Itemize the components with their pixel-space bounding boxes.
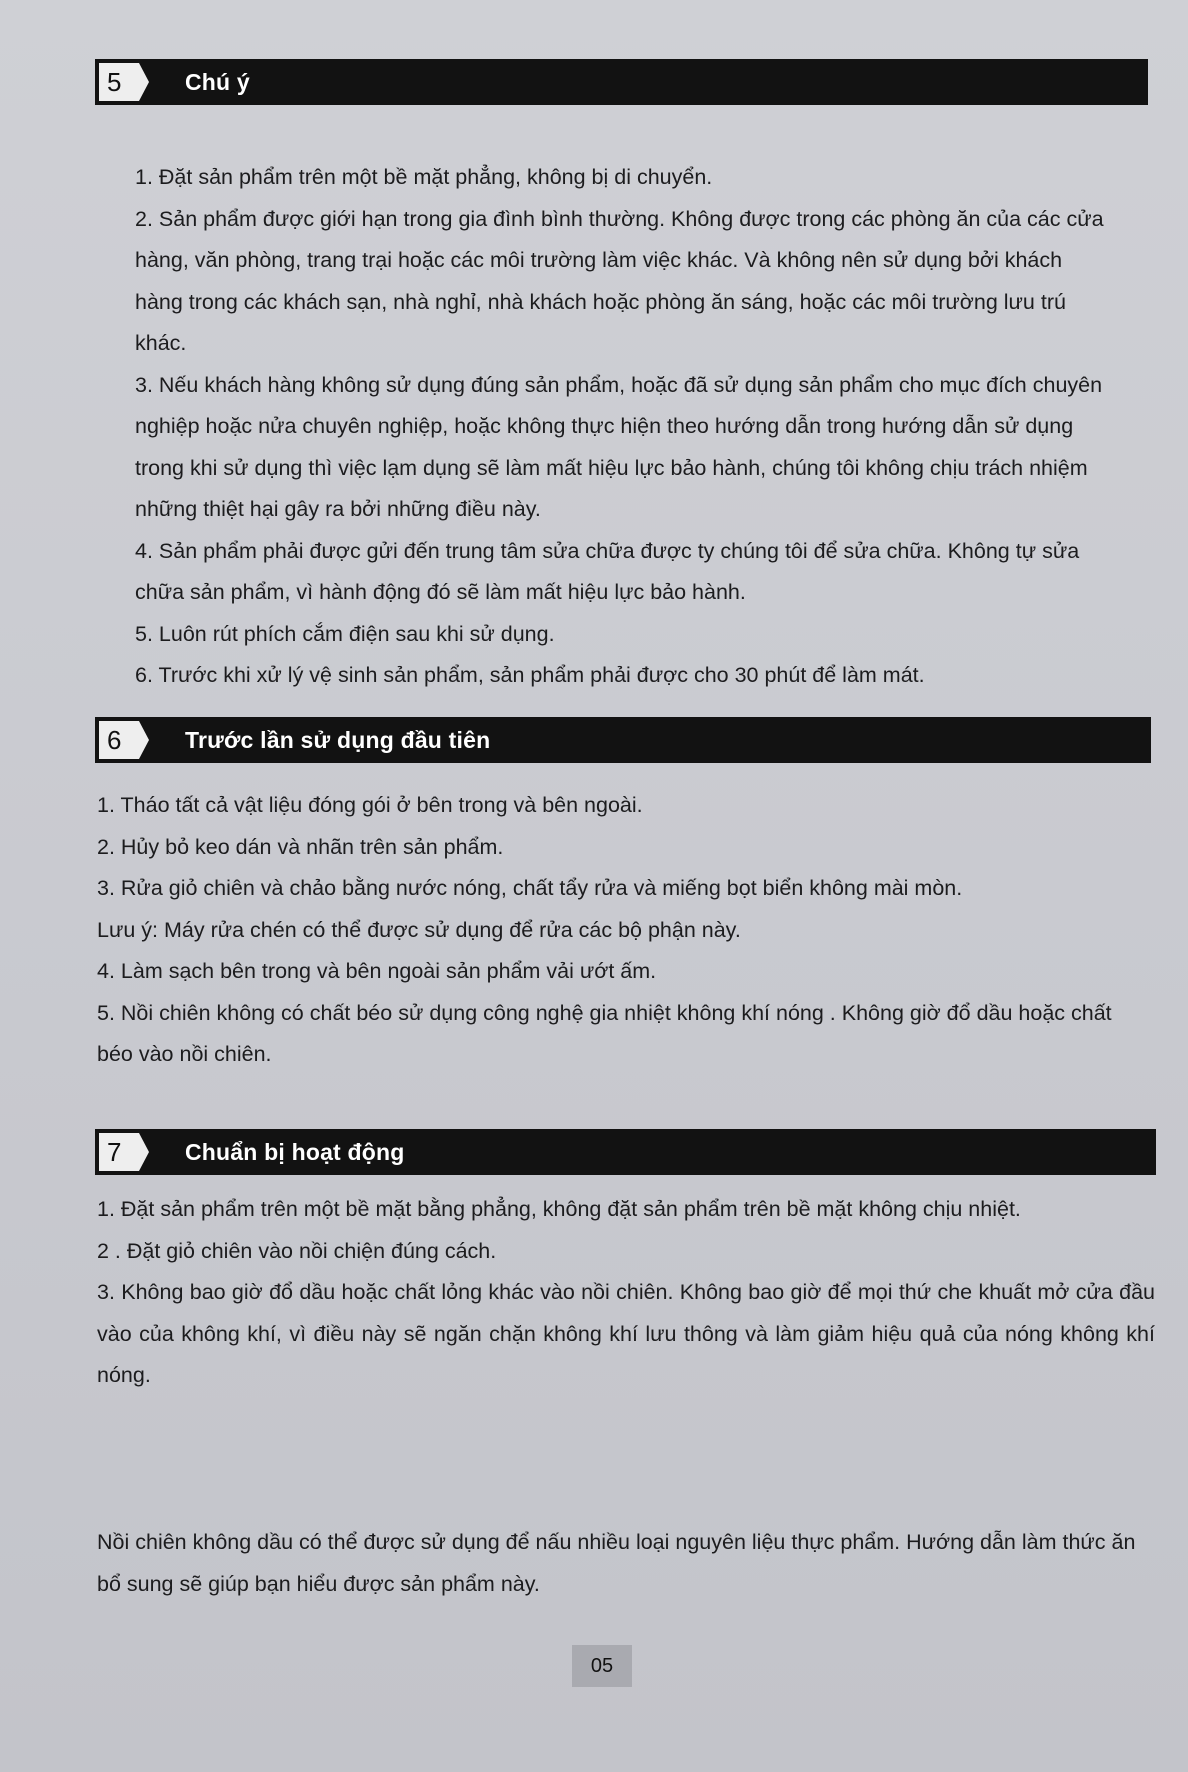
section-5-body <box>135 157 1110 697</box>
list-item: 1. Đặt sản phẩm trên một bề mặt bằng phẳng, không đặt sản phẩm trên bề mặt không chịu nhiệt. <box>97 1197 1021 1221</box>
list-item: 4. Làm sạch bên trong và bên ngoài sản phẩm vải ướt ấm. <box>97 959 657 983</box>
list-item: 3. Nếu khách hàng không sử dụng đúng sản phẩm, hoặc đã sử dụng sản phẩm cho mục đích chuyên nghiệp hoặc nửa chuyên nghiệp, hoặc không thực hiện theo hướng dẫn trong hướng dẫn sử dụng trong khi sử dụng thì việc lạm dụng sẽ làm mất hiệu lực bảo hành, chúng tôi không chịu trách nhiệm những thiệt hại gây ra bởi những điều này. <box>135 372 1103 521</box>
list-item: 5. Nồi chiên không có chất béo sử dụng công nghệ gia nhiệt không khí nóng . Không giờ đổ dầu hoặc chất béo vào nồi chiên. <box>97 1000 1112 1066</box>
list-item: 1. Đặt sản phẩm trên một bề mặt phẳng, không bị di chuyển. <box>135 165 713 189</box>
section-title: Chuẩn bị hoạt động <box>185 1138 405 1165</box>
list-item: 2. Sản phẩm được giới hạn trong gia đình bình thường. Không được trong các phòng ăn của các cửa hàng, văn phòng, trang trại hoặc các môi trường làm việc khác. Và không nên sử dụng bởi khách hàng trong các khách sạn, nhà nghỉ, nhà khách hoặc phòng ăn sáng, hoặc các môi trường lưu trú khác. <box>135 206 1104 355</box>
list-item: 3. Rửa giỏ chiên và chảo bằng nước nóng, chất tẩy rửa và miếng bọt biển không mài mòn. <box>97 876 963 900</box>
list-item: 2 . Đặt giỏ chiên vào nồi chiện đúng cách. <box>97 1238 497 1263</box>
closing-note <box>97 1522 1155 1605</box>
section-number: 5 <box>99 63 139 101</box>
list-item: 6. Trước khi xử lý vệ sinh sản phẩm, sản phẩm phải được cho 30 phút để làm mát. <box>135 663 925 687</box>
page-number: 05 <box>572 1645 632 1687</box>
section-7-header <box>95 1129 1156 1175</box>
list-item: 2. Hủy bỏ keo dán và nhãn trên sản phẩm. <box>97 834 504 859</box>
section-title: Trước lần sử dụng đầu tiên <box>185 726 491 753</box>
section-6-header <box>95 717 1151 763</box>
list-item: 4. Sản phẩm phải được gửi đến trung tâm sửa chữa được ty chúng tôi để sửa chữa. Không tự sửa chữa sản phẩm, vì hành động đó sẽ làm mất hiệu lực bảo hành. <box>135 538 1080 604</box>
section-5-header <box>95 59 1148 105</box>
section-number: 6 <box>99 721 139 759</box>
section-7-body <box>97 1189 1155 1397</box>
section-title: Chú ý <box>185 68 250 95</box>
list-item: 1. Tháo tất cả vật liệu đóng gói ở bên trong và bên ngoài. <box>97 793 643 817</box>
list-item: 5. Luôn rút phích cắm điện sau khi sử dụng. <box>135 621 555 646</box>
section-number: 7 <box>99 1133 139 1171</box>
section-6-body <box>97 785 1117 1076</box>
list-item: 3. Không bao giờ đổ dầu hoặc chất lỏng khác vào nồi chiên. Không bao giờ để mọi thứ che khuất mở cửa đầu vào của không khí, vì điều này sẽ ngăn chặn không khí lưu thông và làm giảm hiệu quả của nóng không khí nóng. <box>97 1280 1155 1387</box>
note-item: Lưu ý: Máy rửa chén có thể được sử dụng để rửa các bộ phận này. <box>97 917 741 942</box>
closing-note-text: Nồi chiên không dầu có thể được sử dụng để nấu nhiều loại nguyên liệu thực phẩm. Hướng dẫn làm thức ăn bổ sung sẽ giúp bạn hiểu được sản phẩm này. <box>97 1530 1136 1596</box>
